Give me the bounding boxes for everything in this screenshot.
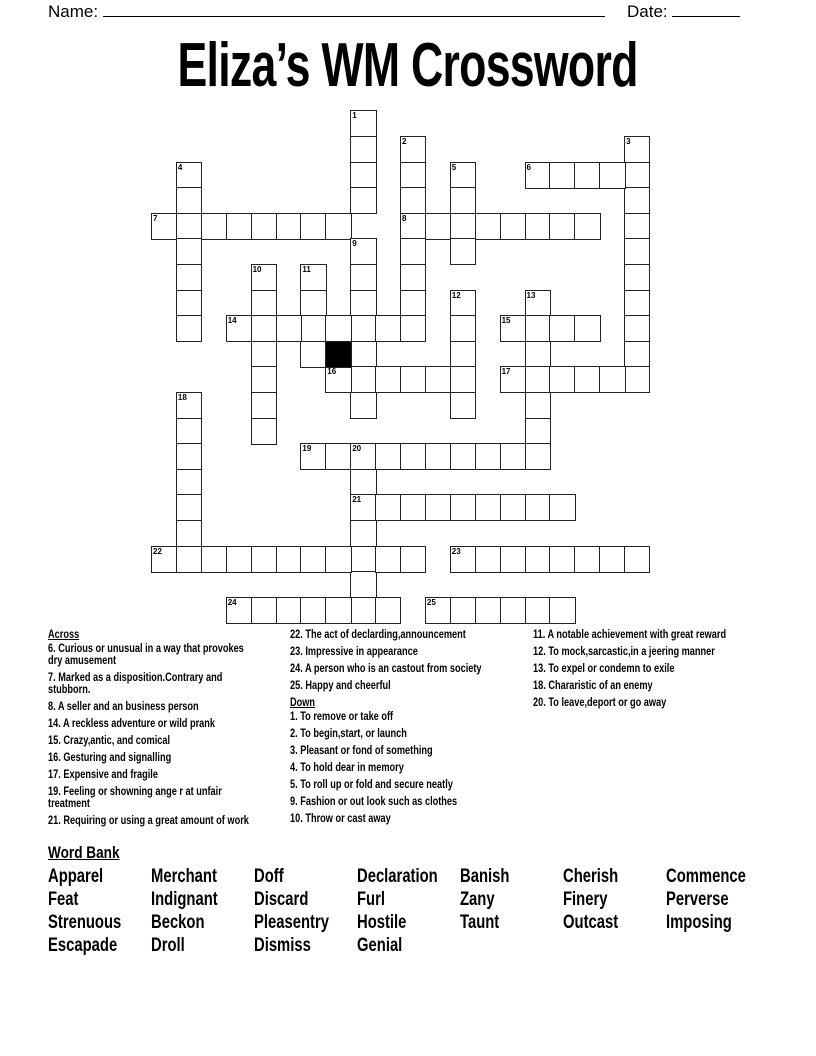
word-bank-item: Banish (460, 866, 510, 887)
word-bank-item: Outcast (563, 912, 619, 933)
grid-cell[interactable] (549, 315, 575, 342)
grid-cell[interactable] (624, 187, 650, 214)
grid-cell[interactable] (176, 469, 202, 496)
grid-cell[interactable] (350, 469, 376, 496)
name-label: Name: (48, 2, 99, 21)
clue-down: 2. To begin,start, or launch (290, 728, 407, 740)
grid-cell[interactable] (226, 315, 252, 342)
word-bank-item: Strenuous (48, 912, 122, 933)
clue-across: 14. A reckless adventure or wild prank (48, 718, 216, 730)
grid-cell[interactable] (350, 238, 376, 265)
grid-cell[interactable] (251, 418, 277, 445)
grid-cell[interactable] (500, 366, 526, 393)
clue-down: 10. Throw or cast away (290, 813, 391, 825)
grid-cell[interactable] (350, 136, 376, 163)
grid-cell[interactable] (325, 597, 351, 624)
clue-number: 8 (402, 213, 407, 223)
clue-number: 22 (153, 546, 162, 556)
grid-cell[interactable] (500, 546, 526, 573)
clue-number: 15 (501, 316, 511, 326)
grid-cell[interactable] (500, 443, 526, 470)
grid-cell[interactable] (525, 546, 551, 573)
grid-cell[interactable] (325, 315, 351, 342)
grid-cell[interactable] (549, 597, 575, 624)
clue-number: 6 (526, 162, 531, 172)
across-heading: Across (48, 629, 80, 641)
grid-cell[interactable] (375, 315, 401, 342)
grid-cell[interactable] (525, 392, 551, 419)
clue-across: 21. Requiring or using a great amount of work (48, 815, 249, 827)
grid-cell[interactable] (176, 162, 202, 189)
grid-cell[interactable] (325, 213, 351, 240)
clue-number: 17 (501, 367, 511, 377)
grid-cell[interactable] (624, 341, 650, 368)
grid-cell[interactable] (400, 315, 426, 342)
grid-cell[interactable] (276, 213, 302, 240)
clue-number: 13 (526, 290, 536, 300)
grid-cell[interactable] (350, 110, 376, 137)
grid-cell[interactable] (226, 597, 252, 624)
grid-cell[interactable] (400, 264, 426, 291)
grid-cell[interactable] (549, 366, 575, 393)
word-bank-item: Apparel (48, 866, 104, 887)
grid-cell[interactable] (425, 213, 451, 240)
page-title-text: Eliza’s WM Crossword (177, 31, 639, 100)
grid-cell[interactable] (450, 392, 476, 419)
grid-cell[interactable] (475, 494, 501, 521)
clue-down: 13. To expel or condemn to exile (533, 663, 675, 675)
grid-cell[interactable] (176, 443, 202, 470)
grid-cell[interactable] (201, 546, 227, 573)
clue-number: 4 (177, 162, 183, 172)
grid-cell[interactable] (500, 315, 526, 342)
grid-cell[interactable] (624, 162, 650, 189)
word-bank-item: Doff (254, 866, 284, 887)
grid-cell[interactable] (176, 290, 202, 317)
grid-cell[interactable] (574, 162, 600, 189)
grid-cell[interactable] (624, 315, 650, 342)
grid-cell[interactable] (599, 162, 625, 189)
clue-number: 9 (352, 239, 357, 249)
grid-cell[interactable] (450, 494, 476, 521)
grid-cell[interactable] (624, 264, 650, 291)
grid-cell[interactable] (400, 238, 426, 265)
word-bank-title: Word Bank (48, 843, 120, 862)
clue-number: 24 (227, 597, 237, 607)
clue-number: 14 (227, 316, 237, 326)
grid-cell[interactable] (151, 213, 177, 240)
grid-cell[interactable] (300, 546, 326, 573)
word-bank-item: Pleasentry (254, 912, 329, 933)
grid-cell[interactable] (624, 213, 650, 240)
grid-cell[interactable] (350, 571, 376, 598)
word-bank-item: Feat (48, 889, 79, 910)
grid-cell[interactable] (450, 187, 476, 214)
grid-cell[interactable] (525, 315, 551, 342)
black-cell (325, 341, 351, 368)
grid-cell[interactable] (176, 264, 202, 291)
grid-cell[interactable] (400, 366, 426, 393)
clue-across: 24. A person who is an castout from society (290, 663, 482, 675)
grid-cell[interactable] (276, 315, 302, 342)
word-bank-item: Taunt (460, 912, 500, 933)
clue-number: 19 (302, 444, 312, 454)
grid-cell[interactable] (350, 315, 376, 342)
grid-cell[interactable] (350, 187, 376, 214)
clue-across: 22. The act of declarding,announcement (290, 629, 466, 641)
grid-cell[interactable] (176, 546, 202, 573)
clue-across: 19. Feeling or showning ange r at unfair treatment (48, 786, 222, 810)
grid-cell[interactable] (276, 546, 302, 573)
grid-cell[interactable] (425, 597, 451, 624)
grid-cell[interactable] (624, 136, 650, 163)
grid-cell[interactable] (425, 443, 451, 470)
grid-cell[interactable] (350, 162, 376, 189)
grid-cell[interactable] (525, 366, 551, 393)
grid-cell[interactable] (350, 341, 376, 368)
grid-cell[interactable] (300, 213, 326, 240)
grid-cell[interactable] (176, 238, 202, 265)
clue-down: 12. To mock,sarcastic,in a jeering manner (533, 646, 715, 658)
grid-cell[interactable] (375, 366, 401, 393)
grid-cell[interactable] (525, 443, 551, 470)
grid-cell[interactable] (400, 162, 426, 189)
grid-cell[interactable] (201, 213, 227, 240)
clue-number: 3 (626, 136, 631, 146)
word-bank-item: Commence (666, 866, 746, 887)
grid-cell[interactable] (350, 264, 376, 291)
word-bank-item: Indignant (151, 889, 218, 910)
grid-cell[interactable] (400, 213, 426, 240)
clue-down: 11. A notable achievement with great reward (533, 629, 727, 641)
grid-cell[interactable] (425, 494, 451, 521)
clue-number: 7 (153, 213, 158, 223)
grid-cell[interactable] (525, 494, 551, 521)
clue-number: 1 (352, 111, 357, 121)
grid-cell[interactable] (599, 546, 625, 573)
grid-cell[interactable] (475, 213, 501, 240)
word-bank-item: Cherish (563, 866, 619, 887)
clue-across: 6. Curious or unusual in a way that provokes dry amusement (48, 643, 244, 667)
clue-down: 20. To leave,deport or go away (533, 697, 667, 709)
grid-cell[interactable] (176, 213, 202, 240)
clue-across: 15. Crazy,antic, and comical (48, 735, 171, 747)
date-label: Date: (627, 2, 668, 21)
grid-cell[interactable] (425, 366, 451, 393)
grid-cell[interactable] (151, 546, 177, 573)
grid-cell[interactable] (525, 597, 551, 624)
clue-number: 21 (352, 495, 362, 505)
grid-cell[interactable] (300, 290, 326, 317)
grid-cell[interactable] (176, 392, 202, 419)
clue-number: 11 (302, 264, 311, 274)
grid-cell[interactable] (450, 366, 476, 393)
word-bank-item: Genial (357, 935, 403, 956)
grid-cell[interactable] (450, 290, 476, 317)
clue-number: 18 (177, 392, 187, 402)
clue-across: 23. Impressive in appearance (290, 646, 418, 658)
word-bank-item: Perverse (666, 889, 729, 910)
grid-cell[interactable] (251, 392, 277, 419)
date-field[interactable] (627, 2, 740, 22)
grid-cell[interactable] (450, 238, 476, 265)
grid-cell[interactable] (525, 341, 551, 368)
grid-cell[interactable] (549, 546, 575, 573)
grid-cell[interactable] (450, 443, 476, 470)
grid-cell[interactable] (251, 597, 277, 624)
grid-cell[interactable] (350, 443, 376, 470)
grid-cell[interactable] (226, 546, 252, 573)
grid-cell[interactable] (350, 494, 376, 521)
clue-across: 25. Happy and cheerful (290, 680, 391, 692)
grid-cell[interactable] (450, 213, 476, 240)
page-title (0, 30, 816, 101)
grid-cell[interactable] (350, 290, 376, 317)
word-bank-item: Droll (151, 935, 185, 956)
grid-cell[interactable] (475, 546, 501, 573)
word-bank-item: Imposing (666, 912, 732, 933)
clue-number: 5 (451, 162, 457, 172)
grid-cell[interactable] (500, 597, 526, 624)
grid-cell[interactable] (400, 494, 426, 521)
grid-cell[interactable] (350, 366, 376, 393)
word-bank-item: Hostile (357, 912, 407, 933)
grid-cell[interactable] (624, 546, 650, 573)
grid-cell[interactable] (176, 187, 202, 214)
grid-cell[interactable] (251, 315, 277, 342)
grid-cell[interactable] (276, 597, 302, 624)
grid-cell[interactable] (599, 366, 625, 393)
grid-cell[interactable] (450, 162, 476, 189)
clue-number: 2 (402, 136, 407, 146)
word-bank-item: Discard (254, 889, 309, 910)
word-bank-item: Beckon (151, 912, 205, 933)
clue-number: 25 (426, 597, 436, 607)
grid-cell[interactable] (400, 136, 426, 163)
word-bank-item: Merchant (151, 866, 217, 887)
grid-cell[interactable] (400, 187, 426, 214)
grid-cell[interactable] (300, 264, 326, 291)
grid-cell[interactable] (574, 315, 600, 342)
grid-cell[interactable] (525, 418, 551, 445)
grid-cell[interactable] (251, 341, 277, 368)
grid-cell[interactable] (500, 213, 526, 240)
word-bank-item: Dismiss (254, 935, 311, 956)
grid-cell[interactable] (176, 520, 202, 547)
grid-cell[interactable] (400, 290, 426, 317)
clue-down: 4. To hold dear in memory (290, 762, 404, 774)
grid-cell[interactable] (251, 213, 277, 240)
grid-cell[interactable] (450, 315, 476, 342)
grid-cell[interactable] (549, 162, 575, 189)
grid-cell[interactable] (251, 264, 277, 291)
grid-cell[interactable] (624, 366, 650, 393)
clue-number: 23 (451, 546, 461, 556)
clue-down: 1. To remove or take off (290, 711, 394, 723)
clue-down: 18. Chararistic of an enemy (533, 680, 653, 692)
clue-across: 17. Expensive and fragile (48, 769, 158, 781)
word-bank-item: Escapade (48, 935, 118, 956)
clue-number: 20 (352, 444, 362, 454)
grid-cell[interactable] (525, 213, 551, 240)
grid-cell[interactable] (375, 597, 401, 624)
grid-cell[interactable] (500, 494, 526, 521)
grid-cell[interactable] (400, 546, 426, 573)
grid-cell[interactable] (325, 443, 351, 470)
grid-cell[interactable] (251, 546, 277, 573)
grid-cell[interactable] (300, 315, 326, 342)
word-bank-item: Finery (563, 889, 608, 910)
grid-cell[interactable] (350, 392, 376, 419)
clue-number: 10 (252, 264, 262, 274)
word-bank-item: Zany (460, 889, 495, 910)
grid-cell[interactable] (525, 162, 551, 189)
clue-across: 16. Gesturing and signalling (48, 752, 172, 764)
grid-cell[interactable] (226, 213, 252, 240)
name-field[interactable] (48, 2, 605, 22)
name-line[interactable] (103, 2, 605, 17)
grid-cell[interactable] (325, 366, 351, 393)
grid-cell[interactable] (525, 290, 551, 317)
grid-cell[interactable] (624, 290, 650, 317)
down-heading: Down (290, 697, 316, 709)
clue-down: 9. Fashion or out look such as clothes (290, 796, 458, 808)
grid-cell[interactable] (375, 494, 401, 521)
word-bank-item: Furl (357, 889, 385, 910)
grid-cell[interactable] (375, 443, 401, 470)
grid-cell[interactable] (300, 443, 326, 470)
grid-cell[interactable] (574, 546, 600, 573)
grid-cell[interactable] (300, 341, 326, 368)
grid-cell[interactable] (350, 597, 376, 624)
grid-cell[interactable] (176, 494, 202, 521)
grid-cell[interactable] (624, 238, 650, 265)
grid-cell[interactable] (300, 597, 326, 624)
clue-across: 8. A seller and an business person (48, 701, 199, 713)
clue-number: 12 (451, 290, 461, 300)
clue-across: 7. Marked as a disposition.Contrary and stubborn. (48, 672, 223, 696)
grid-cell[interactable] (325, 546, 351, 573)
grid-cell[interactable] (176, 418, 202, 445)
word-bank-item: Declaration (357, 866, 438, 887)
grid-cell[interactable] (400, 443, 426, 470)
grid-cell[interactable] (549, 213, 575, 240)
clues-column-3 (533, 629, 816, 714)
grid-cell[interactable] (450, 341, 476, 368)
grid-cell[interactable] (350, 546, 376, 573)
clue-down: 5. To roll up or fold and secure neatly (290, 779, 453, 791)
grid-cell[interactable] (251, 366, 277, 393)
grid-cell[interactable] (549, 494, 575, 521)
grid-cell[interactable] (251, 290, 277, 317)
date-line[interactable] (672, 2, 740, 17)
grid-cell[interactable] (350, 520, 376, 547)
grid-cell[interactable] (574, 366, 600, 393)
clue-number: 16 (327, 367, 337, 377)
grid-cell[interactable] (375, 546, 401, 573)
grid-cell[interactable] (574, 213, 600, 240)
grid-cell[interactable] (475, 443, 501, 470)
clue-down: 3. Pleasant or fond of something (290, 745, 433, 757)
grid-cell[interactable] (176, 315, 202, 342)
grid-cell[interactable] (475, 597, 501, 624)
grid-cell[interactable] (450, 546, 476, 573)
grid-cell[interactable] (450, 597, 476, 624)
